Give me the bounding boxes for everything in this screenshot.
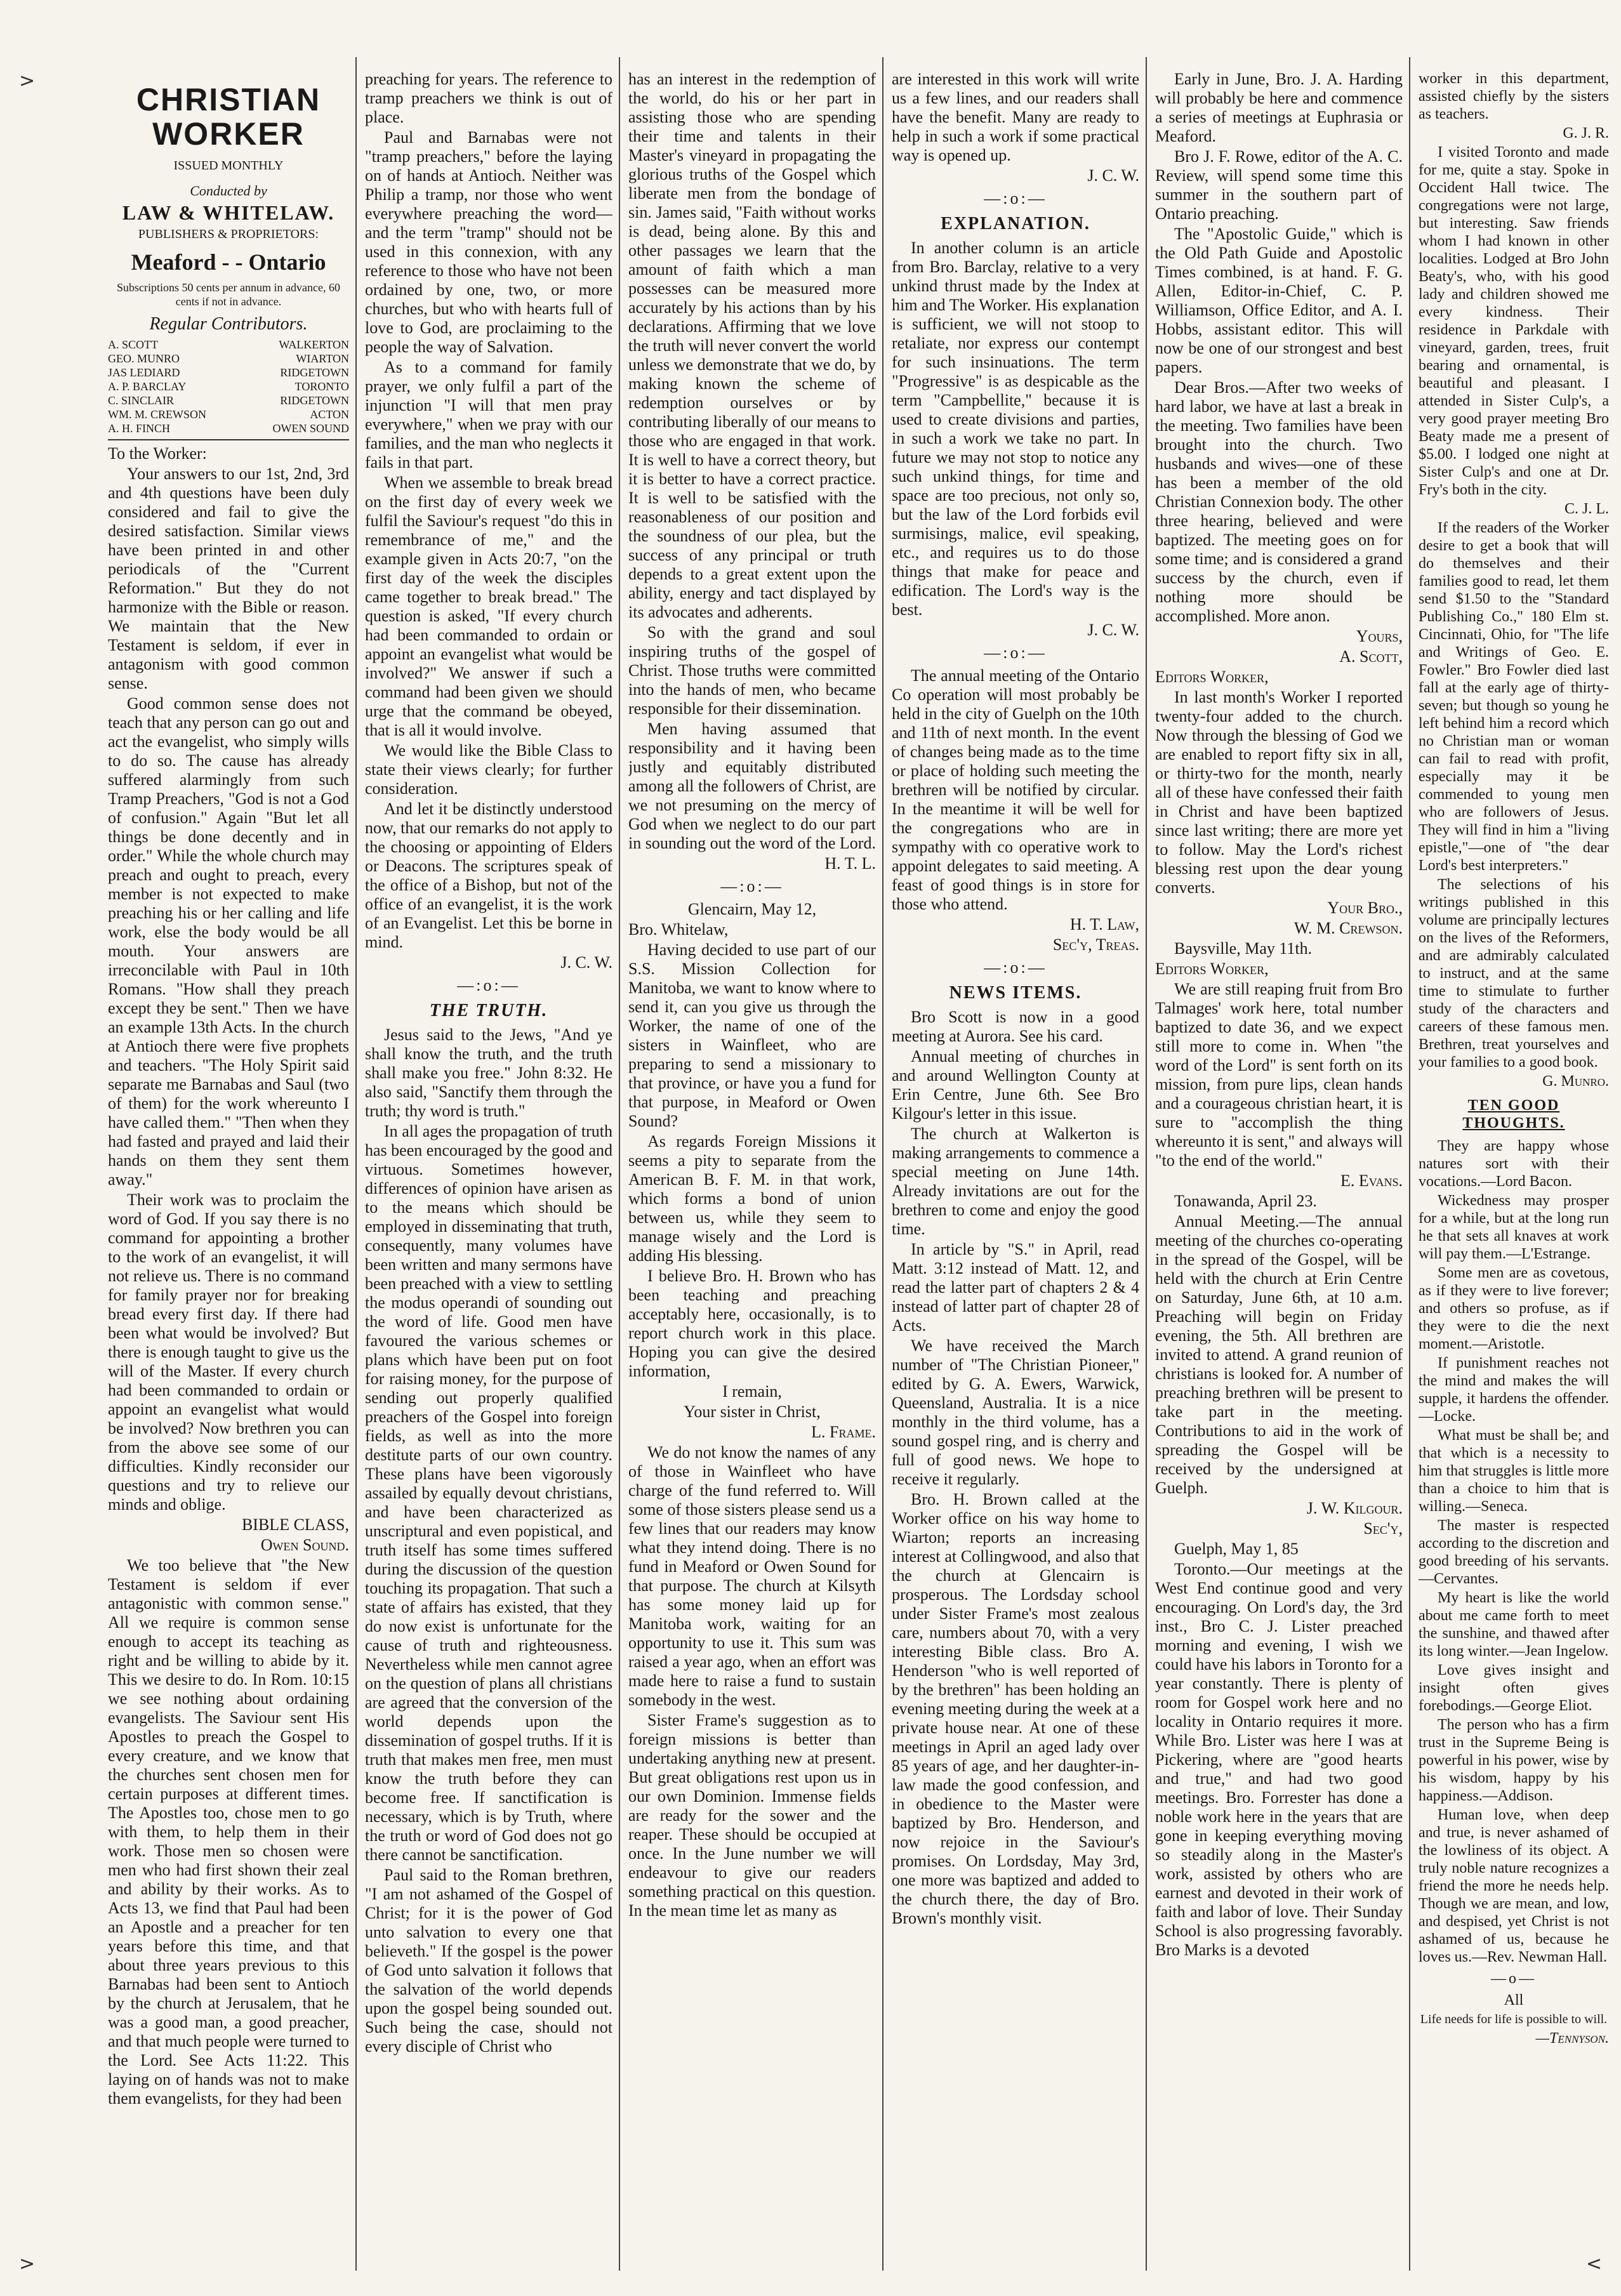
- article-paragraph: Paul said to the Roman brethren, "I am not ashamed of the Gospel of Christ; for it is the power of God unto salvation to every one that believeth." If the gospel is the power of God unto salvation it follows that the salvation of the world depends upon the gospel being sounded out. Such being the case, should not every disciple of Christ who: [365, 1866, 612, 2055]
- signature: H. T. L.: [824, 854, 876, 873]
- quote-item: What must be shall be; and that which is a necessity to him that struggles is little more than a choice to him that is willing.—Seneca.: [1419, 1427, 1609, 1515]
- edge-mark-icon: >: [19, 2253, 36, 2275]
- article-paragraph: Sister Frame's suggestion as to foreign missions is better than undertaking anything new at present. But great obligations rest upon us in our own Dominion. Immense fields are ready for the sower and the reaper. These should be occupied at once. In the June number we will endeavour to give our readers something practical on this question. In the mean time let as many as: [628, 1711, 876, 1920]
- article-paragraph: Annual Meeting.—The annual meeting of the churches co-operating in the spread of the Gospel, will be held with the church at Erin Centre on Saturday, June 6th, at 10 a.m. Preaching will begin on Friday evening, the 5th. All brethren are invited to attend. A grand reunion of christians is looked for. A number of preaching brethren will be present to take part in the meeting. Contributions to aid in the work of spreading the Gospel will be received by the undersigned at Guelph.: [1155, 1212, 1403, 1497]
- signature: E. Evans.: [1340, 1171, 1403, 1190]
- contributor-row: GEO. MUNRO WIARTON: [108, 352, 349, 365]
- column-6: [1419, 70, 1609, 2258]
- article-paragraph: We are still reaping fruit from Bro Talmages' work here, total number baptized to date 36, and we expect still more to come in. When "the word of the Lord" is sent forth on its mission, from pure lips, clean hands and a courageous christian heart, it is sure to "accomplish the thing whereunto it is sent," and always will "to the end of the world.": [1155, 980, 1403, 1170]
- place-line: Meaford - - Ontario: [131, 249, 326, 275]
- column-rule: [882, 57, 883, 2271]
- news-item: In article by "S." in April, read Matt. 3:12 instead of Matt. 12, and read the latter part of chapters 2 & 4 instead of latter part of chapter 28 of Acts.: [892, 1240, 1139, 1335]
- column-3: [628, 70, 876, 2258]
- article-paragraph: Dear Bros.—After two weeks of hard labor, we have at last a break in the meeting. Two families have been brought into the church. Two husbands and wives—one of these has been a member of the old Christian Connexion body. The other three hearing, believed and were baptized. The meeting goes on for some time; and is considered a grand success by the church, even if nothing more should be accomplished. More anon.: [1155, 378, 1403, 625]
- signature: Sec'y, Treas.: [1052, 935, 1139, 954]
- news-item: Bro. H. Brown called at the Worker office on his way home to Wiarton; reports an increasing interest at Collingwood, and also that the church at Glencairn is prosperous. The Lordsday school under Sister Frame's most zealous care, numbers about 70, with a very interesting Bible class. Bro A. Henderson "who is well reported of by the brethren" has been holding an evening meeting during the week at a private house near. At one of these meetings in April an aged lady over 85 years of age, and her daughter-in-law made the good confession, and in obedience to the Master were baptized by Bro. Henderson, and now rejoice in the Saviour's promises. On Lordsday, May 3rd, one more was baptized and added to the church there, the day of Bro. Brown's monthly visit.: [892, 1490, 1139, 1927]
- article-paragraph: Toronto.—Our meetings at the West End continue good and very encouraging. On Lord's day, the 3rd inst., Bro C. J. Lister preached morning and evening, I wish we could have his labors in Toronto for a year constantly. There is plenty of room for Gospel work here and no locality in Ontario requires it more. While Bro. Lister was here I was at Pickering, where are "good hearts and true," and had two good meetings. Bro. Forrester has done a noble work here in the years that are gone in keeping everything moving so steadily along in the Master's work, assisted by others who are earnest and devoted in their work of faith and labor of love. Their Sunday School is also progressing favorably. Bro Marks is a devoted: [1155, 1560, 1403, 1959]
- quote-item: They are happy whose natures sort with their vocations.—Lord Bacon.: [1419, 1138, 1609, 1190]
- news-item: Annual meeting of churches in and around Wellington County at Erin Centre, June 6th. See Bro Kilgour's letter in this issue.: [892, 1047, 1139, 1123]
- article-paragraph: As regards Foreign Missions it seems a pity to separate from the American B. F. M. in that work, which forms a bond of union between us, while they seem to manage wisely and the Lord is adding His blessing.: [628, 1132, 876, 1265]
- contributor-row: WM. M. CREWSON ACTON: [108, 408, 349, 421]
- news-item: Bro Scott is now in a good meeting at Aurora. See his card.: [892, 1008, 1139, 1045]
- contributor-row: A. SCOTT WALKERTON: [108, 338, 349, 351]
- article-paragraph: And let it be distinctly understood now, that our remarks do not apply to the choosing or appointing of Elders or Deacons. The scriptures speak of the office of a Bishop, but not of the office of an evangelist, it is the work of an Evangelist. Let this be borne in mind.: [365, 800, 612, 951]
- quote-item: Wickedness may prosper for a while, but at the long run he that sets all knaves at work will pay them.—L'Estrange.: [1419, 1192, 1609, 1262]
- quote-item: My heart is like the world about me came forth to meet the sunshine, and thawed after its long winter.—Jean Ingelow.: [1419, 1590, 1609, 1659]
- contributor-row: C. SINCLAIR RIDGETOWN: [108, 394, 349, 407]
- signature: BIBLE CLASS,: [241, 1515, 349, 1534]
- quote-item: Some men are as covetous, as if they were to live forever; and others so profuse, as if they were to die the next moment.—Aristotle.: [1419, 1265, 1609, 1352]
- letter-salutation: To the Worker:: [108, 444, 207, 463]
- article-paragraph: So with the grand and soul inspiring truths of the gospel of Christ. Those truths were committed into the hands of men, who became responsible for their dissemination.: [628, 623, 876, 718]
- quote-item: Love gives insight and insight often gives forebodings.—George Eliot.: [1419, 1662, 1609, 1714]
- signature: J. C. W.: [560, 953, 612, 972]
- closing-line: Life needs for life is possible to will.: [1420, 2012, 1608, 2026]
- article-paragraph: As to a command for family prayer, we only fulfil a part of the injunction "I will that men pray everywhere," when we pray with our families, and the man who neglects it fails in that part.: [365, 358, 612, 472]
- contributor-row: A. P. BARCLAY TORONTO: [108, 380, 349, 393]
- letter-salutation: Editors Worker,: [1155, 960, 1269, 978]
- signature: J. W. Kilgour.: [1306, 1499, 1403, 1517]
- article-paragraph: In all ages the propagation of truth has been encouraged by the good and virtuous. Sometimes however, differences of opinion have arisen as to the means which should be employed in disseminating that truth, consequently, many volumes have been written and many sermons have been preached with a view to settling the modus operandi of sounding out the word of life. Good men have favoured the various schemes or plans which have been put on foot for raising money, for the purpose of sending out properly qualified preachers of the Gospel into foreign fields, as well as into the more destitute parts of our own country. These plans have been vigorously assailed by equally devout christians, and have been characterized as unscriptural and even popistical, and truth itself has some times suffered during the discussion of the question touching its propagation. That such a state of affairs has existed, that they do now exist is unfortunate for the cause of truth and righteousness. Nevertheless while men cannot agree on the question of plans all christians are agreed that the conversion of the world depends upon the dissemination of gospel truths. If it is truth that makes men free, men must know the truth before they can become free. If sanctification is necessary, which is by Truth, where the truth or word of God does not go there cannot be sanctification.: [365, 1122, 612, 1864]
- signature: C. J. L.: [1564, 501, 1609, 517]
- article-paragraph: preaching for years. The reference to tramp preachers we think is out of place.: [365, 70, 612, 126]
- signature: G. J. R.: [1563, 125, 1609, 142]
- publishers-sub: PUBLISHERS & PROPRIETORS:: [138, 227, 319, 241]
- dateline: Tonawanda, April 23.: [1174, 1192, 1317, 1210]
- news-item: We have received the March number of "The Christian Pioneer," edited by G. A. Ewers, Warwick, Queensland, Australia. It is a nice monthly in the third volume, has a sound gospel ring, and is cherry and full of good news. We hope to receive it regularly.: [892, 1336, 1139, 1488]
- contributor-row: A. H. FINCH OWEN SOUND: [108, 422, 349, 435]
- signature: Sec'y,: [1363, 1519, 1403, 1538]
- article-paragraph: We would like the Bible Class to state their views clearly; for further consideration.: [365, 741, 612, 798]
- article-paragraph: In last month's Worker I reported twenty-four added to the church. Now through the blessing of God we are enabled to report fifty six in all, or thirty-two for the month, nearly all of these have confessed their faith in Christ and have been baptized since last writing; there are more yet to follow. May the Lord's richest blessing rest upon the dear young converts.: [1155, 688, 1403, 897]
- article-paragraph: When we assemble to break bread on the first day of every week we fulfil the Saviour's request "do this in remembrance of me," and the example given in Acts 20:7, "on the first day of the week the disciples came together to break bread." The question is asked, "If every church had been commanded to ordain or appoint an evangelist what would be involved?" We answer if such a command had been given we should urge that the command be obeyed, that is all it would involve.: [365, 473, 612, 739]
- article-paragraph: I visited Toronto and made for me, quite a stay. Spoke in Occident Hall twice. The congregations were not large, but interesting. Saw friends whom I had known in other localities. Lodged at Bro John Beaty's, who, with his good lady and children showed me every kindness. Their residence in Parkdale with vineyard, garden, trees, fruit bearing and ornamental, is beautiful and pleasant. I attended in Sister Culp's, a very good prayer meeting Bro Beaty made me a present of $5.00. I lodged one night at Sister Culp's and one at Dr. Fry's both in the city.: [1419, 144, 1609, 498]
- signature: J. C. W.: [1087, 621, 1139, 639]
- letter-closing: Your sister in Christ,: [684, 1402, 821, 1421]
- dateline: Baysville, May 11th.: [1174, 939, 1313, 958]
- column-rule: [619, 57, 620, 2271]
- article-paragraph: We do not know the names of any of those in Wainfleet who have charge of the fund referred to. Will some of those sisters please send us a few lines that our readers may know what they intend doing. There is no fund in Meaford or Owen Sound for that purpose. The church at Kilsyth has some money laid up for Manitoba work, waiting for an opportunity to use it. This sum was raised a year ago, when an effort was made here to raise a fund to sustain somebody in the west.: [628, 1443, 876, 1709]
- quote-item: The master is respected according to the discretion and good breeding of his servants.—Cervantes.: [1419, 1517, 1609, 1587]
- subscription-note: Subscriptions 50 cents per annum in advance, 60 cents if not in advance.: [117, 281, 340, 308]
- edge-mark-icon: <: [1585, 2253, 1602, 2275]
- separator: —o—: [1491, 1970, 1537, 1987]
- column-2: [365, 70, 612, 2258]
- article-paragraph: Having decided to use part of our S.S. Mission Collection for Manitoba, we want to know where to send it, can you give us through the Worker, the name of one of the sisters in Wainfleet, who are preparing to send a missionary to that province, or have you a fund for that purpose, in Meaford or Owen Sound?: [628, 940, 876, 1130]
- closing-line: All: [1504, 1992, 1524, 2009]
- separator: —:o:—: [984, 643, 1047, 662]
- signature: W. M. Crewson.: [1293, 919, 1403, 937]
- column-4: [892, 70, 1139, 2258]
- issued-line: ISSUED MONTHLY: [173, 159, 284, 173]
- section-heading: TEN GOOD THOUGHTS.: [1462, 1097, 1565, 1132]
- signature: L. Frame.: [811, 1423, 876, 1441]
- separator: —:o:—: [457, 976, 520, 994]
- dateline: Glencairn, May 12,: [687, 900, 817, 918]
- article-paragraph: In another column is an article from Bro. Barclay, relative to a very unkind thrust made by the Index at him and The Worker. His explanation is sufficient, we will not stoop to retaliate, nor express our contempt for such insinuations. The term "Progressive" is as despicable as the term "Campbellite," because it is used to create divisions and parties, in such a work we take no part. In future we may not stop to notice any such unkind things, for time and space are too precious, not only so, but the law of the Lord forbids evil surmisings, malice, evil speaking, etc., and requires us to do those things that make for peace and edification. The Lord's way is the best.: [892, 239, 1139, 619]
- article-paragraph: If the readers of the Worker desire to get a book that will do themselves and their families good to read, let them send $1.50 to the "Standard Publishing Co.," 180 Elm st. Cincinnati, Ohio, for "The life and Writings of Geo. E. Fowler." Bro Fowler died last fall at the early age of thirty-seven; but though so young he left behind him a record which no Christian man or woman can fail to read with profit, especially may it be commended to young men who are followers of Jesus. They will find in him a "living epistle,"—one of "the dear Lord's best interpreters.": [1419, 520, 1609, 874]
- article-paragraph: Good common sense does not teach that any person can go out and act the evangelist, who simply wills to do so. The cause has already suffered alarmingly from such Tramp Preachers, "God is not a God of confusion." Again "But let all things be done decently and in order." While the whole church may preach and ought to preach, every member is not expected to make preaching his or her calling and life work, else the body would be all mouth. Your answers are irreconcilable with Paul in 10th Romans. "How shall they preach except they be sent." Then we have an example 13th Acts. In the church at Antioch there were five prophets and teachers. "The Holy Spirit said separate me Barnabas and Saul (two of them) for the work whereunto I have called them." "Then when they had fasted and prayed and laid their hands on them they sent them away.": [108, 694, 349, 1189]
- article-paragraph: Bro J. F. Rowe, editor of the A. C. Review, will spend some time this summer in the southern part of Ontario preaching.: [1155, 147, 1403, 223]
- quote-item: The person who has a firm trust in the Supreme Being is powerful in his power, wise by his wisdom, happy by his happiness.—Addison.: [1419, 1717, 1609, 1804]
- edge-mark-icon: >: [19, 70, 36, 92]
- column-5: [1155, 70, 1403, 2258]
- quote-item: If punishment reaches not the mind and makes the will supple, it hardens the offender.—Locke.: [1419, 1355, 1609, 1425]
- article-paragraph: We too believe that "the New Testament is seldom if ever antagonistic with common sense." All we require is common sense enough to accept its teaching as right and be willing to abide by it. This we desire to do. In Rom. 10:15 we see nothing about ordaining evangelists. The Saviour sent His Apostles to preach the Gospel to every creature, and we know that the churches sent chosen men for certain purposes at different times. The Apostles too, chose men to go with them, to help them in their work. Those men so chosen were men who had first shown their zeal and ability by their works. As to Acts 13, we find that Paul had been an Apostle and a preacher for ten years before this time, and that about three years previous to this Barnabas had been sent to Antioch by the church at Jerusalem, that he was a good man, a good preacher, and that much people were turned to the Lord. See Acts 11:22. This laying on of hands was not to make them evangelists, for they had been: [108, 1556, 349, 2108]
- separator: —:o:—: [984, 958, 1047, 977]
- separator: —:o:—: [984, 189, 1047, 208]
- letter-salutation: Bro. Whitelaw,: [628, 920, 729, 939]
- contributors-title: Regular Contributors.: [149, 314, 308, 334]
- section-heading: THE TRUTH.: [429, 1001, 548, 1020]
- contributors-table: [108, 338, 349, 435]
- signature: H. T. Law,: [1069, 915, 1139, 934]
- signature: Your Bro.,: [1327, 899, 1403, 917]
- article-paragraph: Jesus said to the Jews, "And ye shall know the truth, and the truth shall make you free." John 8:32. He also said, "Sanctify them through the truth; thy word is truth.": [365, 1026, 612, 1120]
- signature: J. C. W.: [1087, 166, 1139, 185]
- column-rule: [355, 57, 357, 2271]
- signature: A. Scott,: [1339, 647, 1403, 666]
- article-paragraph: Men having assumed that responsibility and it having been justly and equitably distributed among all the followers of Christ, are we not presuming on the mercy of God when we neglect to do our part in sounding out the word of the Lord.: [628, 720, 876, 852]
- signature: Owen Sound.: [260, 1536, 349, 1554]
- signature: —Tennyson.: [1535, 2030, 1609, 2047]
- article-paragraph: has an interest in the redemption of the world, do his or her part in assisting those who are spending their time and talents in their Master's vineyard in propagating the glorious truths of the Gospel which liberate men from the bondage of sin. James said, "Faith without works is dead, being alone. By this and other passages we learn that the amount of faith which a man possesses can be measured more accurately by his actions than by his declarations. Affirming that we love the truth will never convert the world unless we demonstrate that we do, by making known the scheme of redemption ourselves or by contributing liberally of our means to those who are engaged in that work. It is well to have a correct theory, but it is better to have a correct practice. It is well to be satisfied with the reasonableness of our position and the soundness of our plea, but the success of any principal or truth depends to a great extent upon the ability, energy and tact displayed by its advocates and adherents.: [628, 70, 876, 621]
- masthead-title: CHRISTIAN WORKER: [136, 82, 321, 152]
- conducted-by: Conducted by: [190, 183, 267, 199]
- article-paragraph: I believe Bro. H. Brown who has been teaching and preaching acceptably here, occasionally, is to report church work in this place. Hoping you can give the desired information,: [628, 1267, 876, 1380]
- publishers-name: LAW & WHITELAW.: [122, 201, 335, 224]
- separator: —:o:—: [720, 877, 784, 895]
- article-paragraph: Paul and Barnabas were not "tramp preachers," before the laying on of hands at Antioch. Neither was Philip a tramp, nor those who went everywhere preaching the word—and the term "tramp" should not be used in this connexion, with any reference to those who have not been ordained by one, two, or more churches, but who with hearts full of love to God, are proclaiming to the people the way of Salvation.: [365, 128, 612, 356]
- article-paragraph: are interested in this work will write us a few lines, and our readers shall have the benefit. Many are ready to help in such a work if some practical way is opened up.: [892, 70, 1139, 164]
- article-paragraph: worker in this department, assisted chiefly by the sisters as teachers.: [1419, 70, 1609, 122]
- letter-salutation: Editors Worker,: [1155, 668, 1269, 686]
- quote-item: Human love, when deep and true, is never ashamed of the lowliness of its object. A truly noble nature recognizes a friend the more he needs help. Though we are mean, and low, and despised, yet Christ is not ashamed of us, because he loves us.—Rev. Newman Hall.: [1419, 1807, 1609, 1965]
- article-paragraph: The annual meeting of the Ontario Co operation will most probably be held in the city of Guelph on the 10th and 11th of next month. In the event of changes being made as to the time or place of holding such meeting the brethren will be notified by circular. In the meantime it will be well for the congregations who are in sympathy with co operative work to appoint delegates to said meeting. A feast of good things is in store for those who attend.: [892, 666, 1139, 913]
- article-paragraph: The selections of his writings published in this volume are principally lectures on the lives of the Reformers, and are admirably calculated to instruct, and at the same time to stimulate to further study of the characters and careers of these famous men. Brethren, treat yourselves and your families to a good book.: [1419, 876, 1609, 1071]
- dateline: Guelph, May 1, 85: [1174, 1540, 1299, 1558]
- column-rule: [1409, 57, 1410, 2271]
- article-paragraph: Early in June, Bro. J. A. Harding will probably be here and commence a series of meetings at Euphrasia or Meaford.: [1155, 70, 1403, 145]
- section-heading: EXPLANATION.: [941, 214, 1090, 234]
- contributor-row: JAS LEDIARD RIDGETOWN: [108, 366, 349, 379]
- column-rule: [1146, 57, 1147, 2271]
- signature: G. Munro.: [1542, 1073, 1609, 1090]
- column-1: [108, 70, 349, 2258]
- article-paragraph: The "Apostolic Guide," which is the Old Path Guide and Apostolic Times combined, is at hand. F. G. Allen, Editor-in-Chief, C. P. Williamson, Office Editor, and A. I. Hobbs, assistant editor. This will now be one of our strongest and best papers.: [1155, 225, 1403, 376]
- news-item: The church at Walkerton is making arrangements to commence a special meeting on June 14th. Already invitations are out for the brethren to come and enjoy the good time.: [892, 1125, 1139, 1238]
- divider: [108, 439, 349, 440]
- letter-closing: I remain,: [722, 1382, 782, 1401]
- signature: Yours,: [1356, 627, 1403, 645]
- section-heading: NEWS ITEMS.: [949, 983, 1082, 1003]
- article-paragraph: Their work was to proclaim the word of God. If you say there is no command for appointing a brother to the work of an evangelist, it will not relieve us. There is no command for family prayer nor for breaking bread every first day. If there had been what would be involved? But there is enough taught to give us the will of the Master. If every church had been commanded to ordain or appoint an evangelist what would be involved? Now brethren you can from the above see some of our difficulties. Kindly reconsider our questions and try to relieve our minds and oblige.: [108, 1191, 349, 1514]
- article-paragraph: Your answers to our 1st, 2nd, 3rd and 4th questions have been duly considered and fail to give the desired satisfaction. Similar views have been printed in and other periodicals of the "Current Reformation." But they do not harmonize with the Bible or reason. We maintain that the New Testament is seldom, if ever in antagonism with good common sense.: [108, 465, 349, 692]
